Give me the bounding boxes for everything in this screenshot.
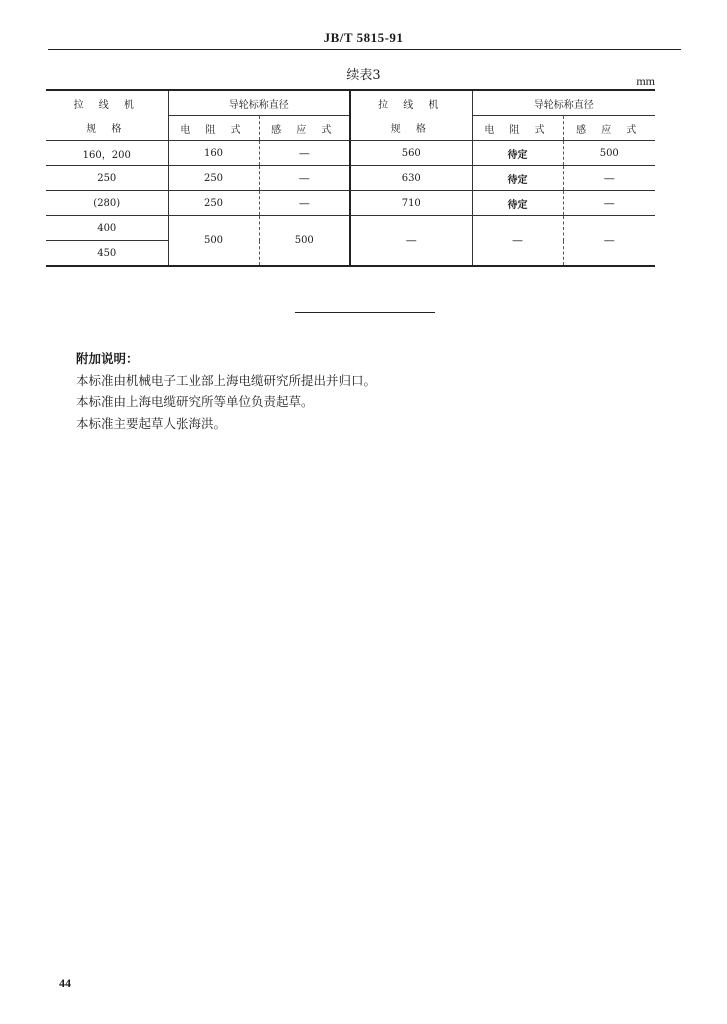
table-row bbox=[46, 216, 655, 241]
section-separator bbox=[295, 312, 435, 313]
cell-spec: 400 bbox=[46, 216, 168, 241]
notes-line: 本标准由上海电缆研究所等单位负责起草。 bbox=[76, 394, 314, 409]
table-header-row-2 bbox=[46, 116, 655, 141]
cell-induction-2: 500 bbox=[563, 141, 655, 166]
cell-spec: 160，200 bbox=[46, 141, 168, 166]
notes-title: 附加说明： bbox=[76, 351, 139, 366]
notes-line: 本标准由机械电子工业部上海电缆研究所提出并归口。 bbox=[76, 372, 377, 388]
cell-induction-2-merged: — bbox=[563, 216, 655, 267]
cell-resistance: 160 bbox=[168, 141, 259, 166]
table-caption: 续表3 bbox=[346, 68, 381, 83]
cell-spec-2: 560 bbox=[350, 141, 472, 166]
cell-induction-2: — bbox=[563, 166, 655, 191]
cell-induction-merged: 500 bbox=[259, 216, 350, 267]
col-header-machine: 拉 线 机 bbox=[46, 90, 168, 116]
cell-spec: 250 bbox=[46, 166, 168, 191]
col-header-induction: 感 应 式 bbox=[259, 116, 350, 141]
col-header-machine-2: 拉 线 机 bbox=[350, 90, 472, 116]
table-unit: mm bbox=[636, 74, 655, 88]
cell-induction: — bbox=[259, 166, 350, 191]
page-number: 44 bbox=[59, 976, 71, 990]
header-rule bbox=[48, 49, 681, 50]
cell-induction-2: — bbox=[563, 191, 655, 216]
col-header-resistance: 电 阻 式 bbox=[168, 116, 259, 141]
col-header-induction-2: 感 应 式 bbox=[563, 116, 655, 141]
col-header-spec-2: 规 格 bbox=[350, 116, 472, 141]
table-header-row-1 bbox=[46, 90, 655, 116]
table-row bbox=[46, 166, 655, 191]
cell-resistance-2: 待定 bbox=[472, 191, 563, 216]
col-header-guide-wheel-2: 导轮标称直径 bbox=[472, 90, 655, 116]
cell-induction: — bbox=[259, 141, 350, 166]
standard-code-header: JB/T 5815-91 bbox=[323, 30, 404, 45]
col-header-resistance-2: 电 阻 式 bbox=[472, 116, 563, 141]
cell-spec: (280) bbox=[46, 191, 168, 216]
cell-resistance-2-merged: — bbox=[472, 216, 563, 267]
guide-wheel-diameter-table bbox=[46, 89, 655, 267]
cell-spec-2: 710 bbox=[350, 191, 472, 216]
cell-induction: — bbox=[259, 191, 350, 216]
cell-spec: 450 bbox=[46, 241, 168, 267]
cell-resistance-merged: 500 bbox=[168, 216, 259, 267]
cell-resistance-2: 待定 bbox=[472, 166, 563, 191]
table-row bbox=[46, 191, 655, 216]
col-header-guide-wheel: 导轮标称直径 bbox=[168, 90, 350, 116]
col-header-spec: 规 格 bbox=[46, 116, 168, 141]
notes-line: 本标准主要起草人张海洪。 bbox=[76, 415, 227, 431]
cell-resistance: 250 bbox=[168, 191, 259, 216]
cell-spec-2-merged: — bbox=[350, 216, 472, 267]
cell-resistance: 250 bbox=[168, 166, 259, 191]
additional-notes bbox=[76, 348, 376, 434]
cell-spec-2: 630 bbox=[350, 166, 472, 191]
table-row bbox=[46, 141, 655, 166]
cell-resistance-2: 待定 bbox=[472, 141, 563, 166]
